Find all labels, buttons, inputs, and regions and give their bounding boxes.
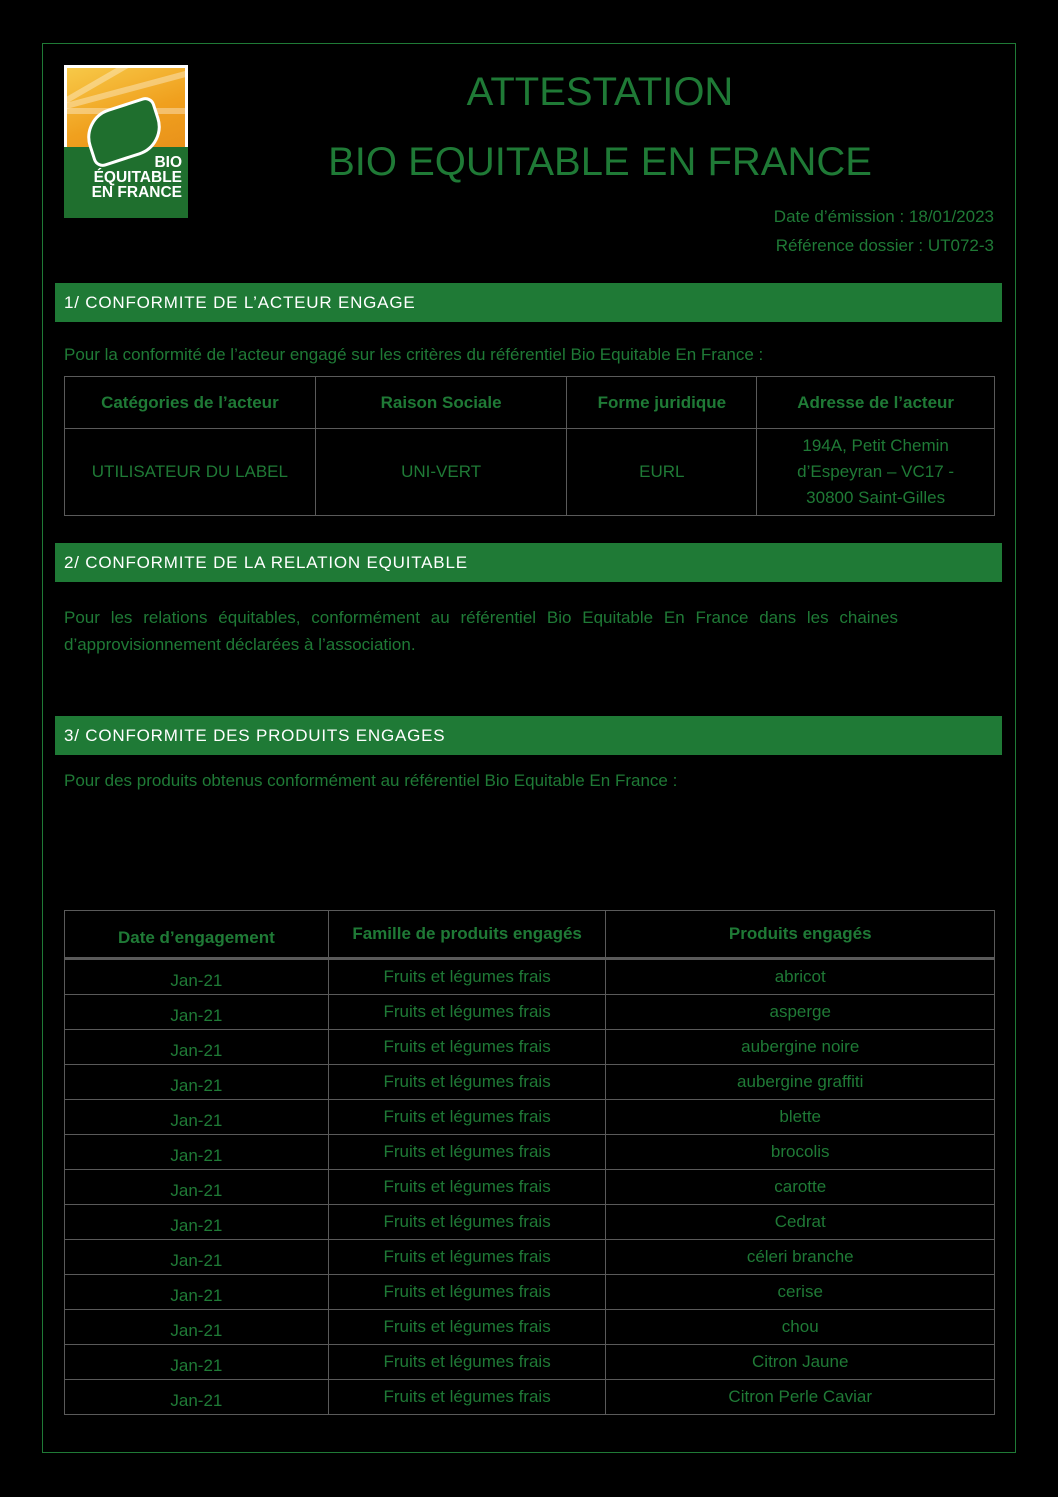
section-1-intro: Pour la conformité de l’acteur engagé sur les critères du référentiel Bio Equitable En France :: [64, 345, 764, 364]
date-emission: Date d’émission : 18/01/2023: [773, 207, 994, 226]
cell-date: Jan-21: [65, 1100, 329, 1135]
cell-produit: asperge: [606, 995, 995, 1030]
table-header-row: [65, 377, 995, 429]
cell-famille: Fruits et légumes frais: [328, 1135, 606, 1170]
cell-famille: Fruits et légumes frais: [328, 1030, 606, 1065]
cell-date: Jan-21: [65, 1135, 329, 1170]
table-row: [65, 429, 995, 516]
products-table: [64, 910, 995, 1415]
cell-date: Jan-21: [65, 995, 329, 1030]
cell-produit: carotte: [606, 1170, 995, 1205]
cell-produit: aubergine noire: [606, 1030, 995, 1065]
cell-famille: Fruits et légumes frais: [328, 1380, 606, 1415]
header-raison-sociale: Raison Sociale: [315, 377, 567, 429]
cell-date: Jan-21: [65, 1065, 329, 1100]
section-3-intro: Pour des produits obtenus conformément au référentiel Bio Equitable En France :: [64, 771, 678, 790]
table-row: [65, 1205, 995, 1240]
cell-adresse: 194A, Petit Chemin d’Espeyran – VC17 - 30800 Saint-Gilles: [757, 429, 995, 516]
cell-famille: Fruits et légumes frais: [328, 959, 606, 995]
cell-famille: Fruits et légumes frais: [328, 995, 606, 1030]
bio-equitable-logo: [64, 65, 188, 218]
actor-table: [64, 376, 995, 516]
cell-produit: Citron Jaune: [606, 1345, 995, 1380]
header-adresse: Adresse de l’acteur: [757, 377, 995, 429]
cell-date: Jan-21: [65, 1030, 329, 1065]
section-2-text: Pour les relations équitables, conformément au référentiel Bio Equitable En France dans les chaines d’approvisionnement déclarées à l’association.: [64, 608, 898, 654]
header-date-engagement: Date d’engagement: [65, 911, 329, 959]
cell-famille: Fruits et légumes frais: [328, 1205, 606, 1240]
title-attestation: ATTESTATION: [466, 70, 734, 114]
table-row: [65, 1030, 995, 1065]
cell-produit: céleri branche: [606, 1240, 995, 1275]
cell-date: Jan-21: [65, 1345, 329, 1380]
cell-date: Jan-21: [65, 1275, 329, 1310]
table-row: [65, 1135, 995, 1170]
cell-produit: abricot: [606, 959, 995, 995]
section-3-title: 3/ CONFORMITE DES PRODUITS ENGAGES: [55, 716, 1002, 755]
table-row: [65, 1240, 995, 1275]
cell-produit: cerise: [606, 1275, 995, 1310]
table-row: [65, 1310, 995, 1345]
cell-famille: Fruits et légumes frais: [328, 1100, 606, 1135]
cell-produit: chou: [606, 1310, 995, 1345]
cell-date: Jan-21: [65, 1310, 329, 1345]
cell-date: Jan-21: [65, 1205, 329, 1240]
section-2-title: 2/ CONFORMITE DE LA RELATION EQUITABLE: [55, 543, 1002, 582]
table-header-row: [65, 911, 995, 959]
cell-produit: brocolis: [606, 1135, 995, 1170]
header-famille: Famille de produits engagés: [328, 911, 606, 959]
cell-famille: Fruits et légumes frais: [328, 1240, 606, 1275]
cell-date: Jan-21: [65, 1380, 329, 1415]
cell-famille: Fruits et légumes frais: [328, 1065, 606, 1100]
table-row: [65, 1345, 995, 1380]
title-bio-equitable: BIO EQUITABLE EN FRANCE: [328, 140, 872, 184]
cell-date: Jan-21: [65, 1240, 329, 1275]
table-row: [65, 995, 995, 1030]
cell-famille: Fruits et légumes frais: [328, 1170, 606, 1205]
cell-produit: Citron Perle Caviar: [606, 1380, 995, 1415]
table-row: [65, 1275, 995, 1310]
table-row: [65, 1380, 995, 1415]
cell-produit: blette: [606, 1100, 995, 1135]
table-row: [65, 959, 995, 995]
table-row: [65, 1065, 995, 1100]
cell-famille: Fruits et légumes frais: [328, 1345, 606, 1380]
cell-raison-sociale: UNI-VERT: [315, 429, 567, 516]
reference-dossier: Référence dossier : UT072-3: [775, 236, 994, 255]
cell-forme-juridique: EURL: [567, 429, 757, 516]
cell-categorie: UTILISATEUR DU LABEL: [65, 429, 316, 516]
cell-date: Jan-21: [65, 1170, 329, 1205]
header-produits: Produits engagés: [606, 911, 995, 959]
header-forme-juridique: Forme juridique: [567, 377, 757, 429]
cell-produit: aubergine graffiti: [606, 1065, 995, 1100]
cell-famille: Fruits et légumes frais: [328, 1275, 606, 1310]
cell-date: Jan-21: [65, 959, 329, 995]
logo-text: BIO ÉQUITABLE EN FRANCE: [91, 154, 182, 201]
table-row: [65, 1170, 995, 1205]
cell-famille: Fruits et légumes frais: [328, 1310, 606, 1345]
table-row: [65, 1100, 995, 1135]
section-1-title: 1/ CONFORMITE DE L’ACTEUR ENGAGE: [55, 283, 1002, 322]
header-categorie: Catégories de l’acteur: [65, 377, 316, 429]
cell-produit: Cedrat: [606, 1205, 995, 1240]
